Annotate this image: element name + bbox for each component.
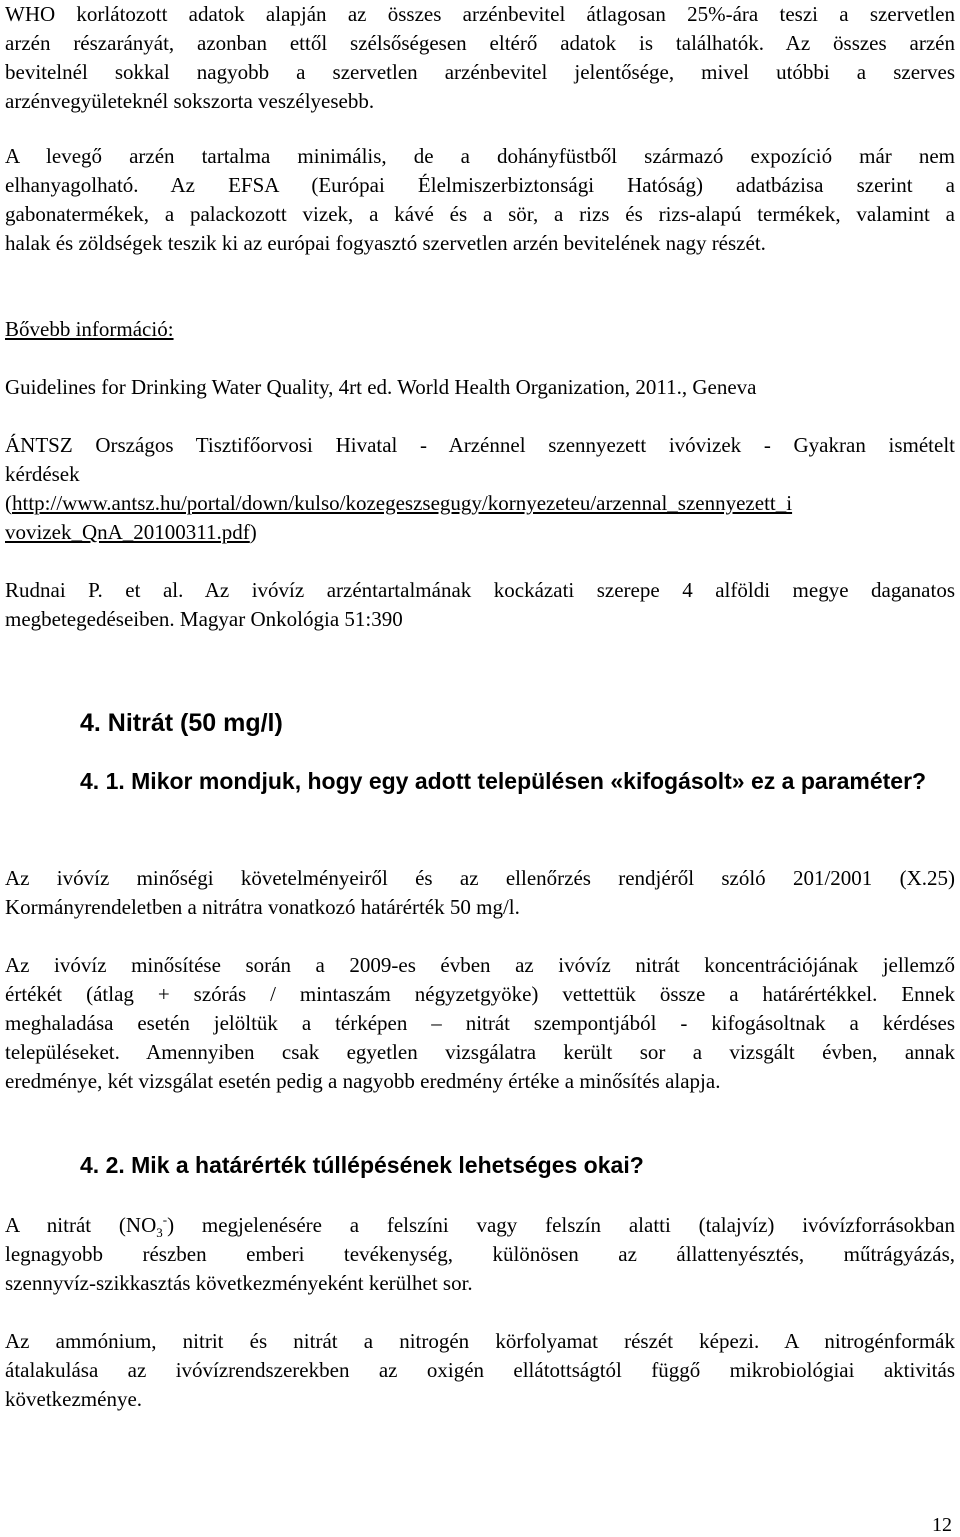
reference-link[interactable]: http://www.antsz.hu/portal/down/kulso/kozegeszsegugy/kornyezeteu/arzennal_szennyezett_i [12, 491, 793, 515]
text-line: megbetegedéseiben. Magyar Onkológia 51:390 [5, 607, 403, 631]
reference-link-continued[interactable]: vovizek_QnA_20100311.pdf [5, 520, 250, 544]
text-line: bevitelnél sokkal nagyobb a szervetlen arzénbevitel jelentősége, mivel utóbbi a szerves [5, 60, 955, 84]
reference-rudnai [5, 576, 955, 634]
more-info-heading [5, 315, 955, 344]
text-line: Az ammónium, nitrit és nitrát a nitrogén körfolyamat részét képezi. A nitrogénformák [5, 1329, 955, 1353]
text-line: gabonatermékek, a palackozott vizek, a kávé és a sör, a rizs és rizs-alapú termékek, valamint a [5, 202, 955, 226]
url-line [5, 518, 955, 547]
text-line: szennyvíz-szikkasztás következményeként kerülhet sor. [5, 1271, 473, 1295]
text-line: halak és zöldségek teszik ki az európai fogyasztó szervetlen arzén bevitelének nagy részét. [5, 231, 766, 255]
reference-who [5, 373, 955, 402]
text-fragment: A nitrát (NO [5, 1213, 157, 1237]
text-line: településeket. Amennyiben csak egyetlen vizsgálatra került sor a vizsgált évben, annak [5, 1040, 955, 1064]
text-line: WHO korlátozott adatok alapján az összes arzénbevitel átlagosan 25%-ára teszi a szervetlen [5, 2, 955, 26]
text-line: Kormányrendeletben a nitrátra vonatkozó határérték 50 mg/l. [5, 895, 520, 919]
paragraph-evaluation [5, 951, 955, 1096]
text-line: Az ivóvíz minősítése során a 2009-es évben az ivóvíz nitrát koncentrációjának jellemző [5, 953, 955, 977]
paragraph-arsenic-intake [5, 0, 955, 116]
text-line: meghaladása esetén jelöltük a térképen – nitrát szempontjából - kifogásoltnak a kérdéses [5, 1011, 955, 1035]
text-fragment: ) megjelenésére a felszíni vagy felszín alatti (talajvíz) ivóvízforrásokban [167, 1213, 955, 1237]
reference-antsz [5, 431, 955, 547]
text-line: értékét (átlag + szórás / mintaszám négyzetgyöke) vettettük össze a határértékkel. Ennek [5, 982, 955, 1006]
text-line: Az ivóvíz minőségi követelményeiről és az ellenőrzés rendjéről szóló 201/2001 (X.25) [5, 866, 955, 890]
text-line: Rudnai P. et al. Az ivóvíz arzéntartalmának kockázati szerepe 4 alföldi megye daganatos [5, 578, 955, 602]
url-line [5, 489, 955, 518]
reference-text: Guidelines for Drinking Water Quality, 4rt ed. World Health Organization, 2011., Geneva [5, 375, 757, 399]
paren: ( [5, 491, 12, 515]
text-line: elhanyagolható. Az EFSA (Európai Élelmiszerbiztonsági Hatóság) adatbázisa szerint a [5, 173, 955, 197]
text-line: eredménye, két vizsgálat esetén pedig a nagyobb eredmény értéke a minősítés alapja. [5, 1069, 721, 1093]
paragraph-nitrogen-cycle [5, 1327, 955, 1414]
paren: ) [249, 520, 257, 544]
subsection-heading-4-1: 4. 1. Mikor mondjuk, hogy egy adott településen «kifogásolt» ez a paraméter? [80, 768, 927, 794]
superscript: - [162, 1212, 168, 1227]
text-line: A levegő arzén tartalma minimális, de a dohányfüstből származó expozíció már nem [5, 144, 955, 168]
paragraph-nitrate-sources [5, 1211, 955, 1298]
text-line [5, 1211, 955, 1240]
paragraph-limit-value [5, 864, 955, 922]
subscript: 3 [156, 1225, 163, 1241]
text-line: arzénvegyületeknél sokszorta veszélyesebb. [5, 89, 375, 113]
text-line: legnagyobb részben emberi tevékenység, különösen az állattenyésztés, műtrágyázás, [5, 1242, 955, 1266]
text-line: ÁNTSZ Országos Tisztifőorvosi Hivatal - Arzénnel szennyezett ivóvizek - Gyakran ismételt [5, 433, 955, 457]
paragraph-air-arsenic [5, 142, 955, 258]
more-info-label: Bővebb információ: [5, 317, 174, 341]
section-heading-nitrate: 4. Nitrát (50 mg/l) [80, 709, 283, 737]
subsection-heading-4-2: 4. 2. Mik a határérték túllépésének lehetséges okai? [80, 1152, 644, 1178]
page-number: 12 [932, 1514, 952, 1536]
text-line: kérdések [5, 462, 80, 486]
text-line: következménye. [5, 1387, 143, 1411]
text-line: átalakulása az ivóvízrendszerekben az oxigén ellátottságtól függő mikrobiológiai aktivitás [5, 1358, 955, 1382]
text-line: arzén részarányát, azonban ettől szélsőségesen eltérő adatok is találhatók. Az összes arzén [5, 31, 955, 55]
